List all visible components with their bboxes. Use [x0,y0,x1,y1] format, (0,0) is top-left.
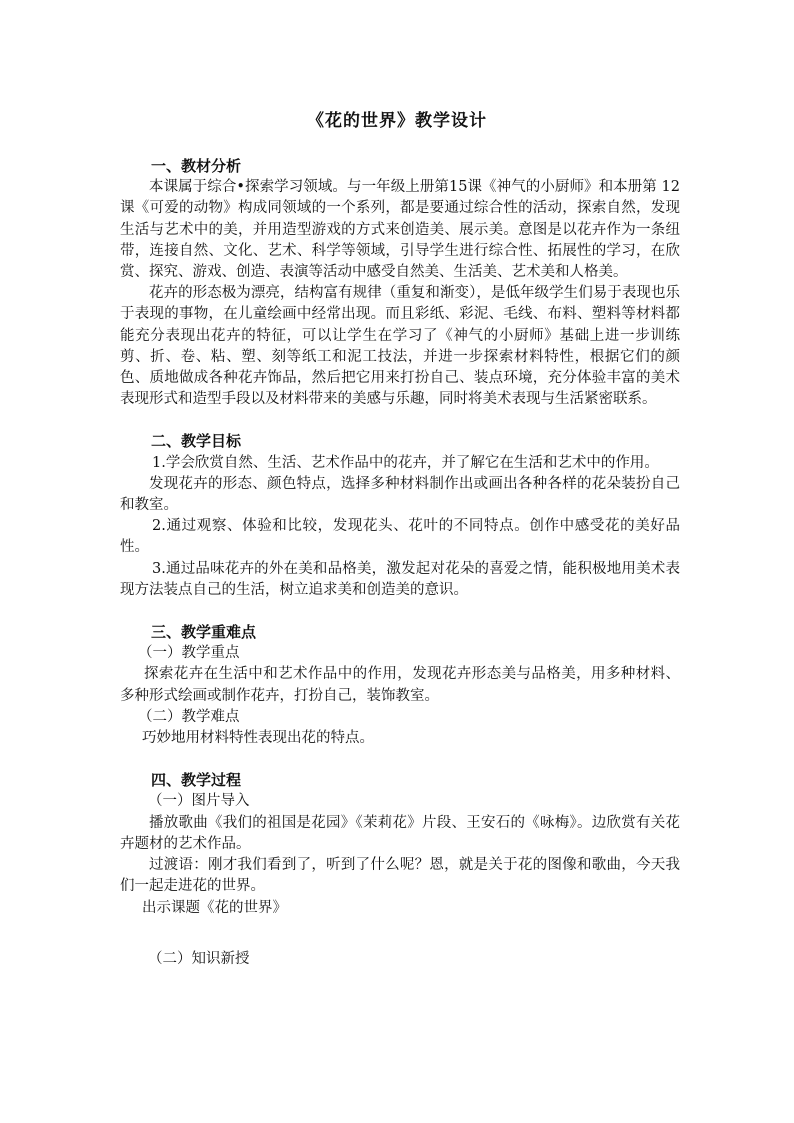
section-heading-goals: 二、教学目标 [151,432,242,451]
paragraph-intro-music: 播放歌曲《我们的祖国是花园》《茉莉花》片段、王安石的《咏梅》。边欣赏有关花卉题材的艺术作品。 [120,814,680,852]
goal-item-1-detail: 发现花卉的形态、颜色特点，选择多种材料制作出或画出各种各样的花朵装扮自己和教室。 [120,475,680,514]
section-heading-process: 四、教学过程 [151,771,242,790]
subheading-new-knowledge: （二）知识新授 [148,950,250,967]
subheading-difficulty: （二）教学难点 [138,708,240,725]
goal-item-2: 2.通过观察、体验和比较，发现花头、花叶的不同特点。创作中感受花的美好品性。 [120,518,680,556]
paragraph-transition: 过渡语：刚才我们看到了，听到了什么呢？恩，就是关于花的图像和歌曲，今天我们一起走进花的世界。 [120,857,680,895]
document-title: 《花的世界》教学设计 [307,111,487,131]
subheading-image-intro: （一）图片导入 [148,793,250,810]
paragraph-difficulty: 巧妙地用材料特性表现出花的特点。 [142,730,374,747]
section-heading-keypoints: 三、教学重难点 [151,623,257,642]
paragraph-show-topic: 出示课题《花的世界》 [142,899,287,916]
document-body [120,156,680,970]
paragraph-analysis-1: 本课属于综合•探索学习领域。与一年级上册第15课《神气的小厨师》和本册第 12 课《可爱的动物》构成同领域的一个系列，都是要通过综合性的活动，探索自然，发现生活与艺术中的美，并用造型游戏的方式来创造美、展示美。意图是以花卉作为一条纽带，连接自然、文化、艺术、科学等领域，引导学生进行综合性、拓展性的学习，在欣赏、探究、游戏、创造、表演等活动中感受自然美、生活美、艺术美和人格美。 [120,179,680,281]
paragraph-key-focus: 探索花卉在生活中和艺术作品中的作用，发现花卉形态美与品格美，用多种材料、多种形式绘画或制作花卉，打扮自己，装饰教室。 [120,666,680,704]
paragraph-analysis-2: 花卉的形态极为漂亮，结构富有规律（重复和渐变），是低年级学生们易于表现也乐于表现的事物，在儿童绘画中经常出现。而且彩纸、彩泥、毛线、布料、塑料等材料都能充分表现出花卉的特征，可以让学生在学习了《神气的小厨师》基础上进一步训练剪、折、卷、粘、塑、刻等纸工和泥工技法，并进一步探索材料特性，根据它们的颜色、质地做成各种花卉饰品，然后把它用来打扮自己、装点环境，充分体验丰富的美术表现形式和造型手段以及材料带来的美感与乐趣，同时将美术表现与生活紧密联系。 [120,285,680,408]
goal-item-1: 1.学会欣赏自然、生活、艺术作品中的花卉，并了解它在生活和艺术中的作用。 [152,454,659,471]
goal-item-3: 3.通过品味花卉的外在美和品格美，激发起对花朵的喜爱之情，能积极地用美术表现方法装点自己的生活，树立追求美和创造美的意识。 [120,560,680,598]
section-heading-analysis: 一、教材分析 [151,157,242,175]
subheading-key-focus: （一）教学重点 [138,645,240,662]
